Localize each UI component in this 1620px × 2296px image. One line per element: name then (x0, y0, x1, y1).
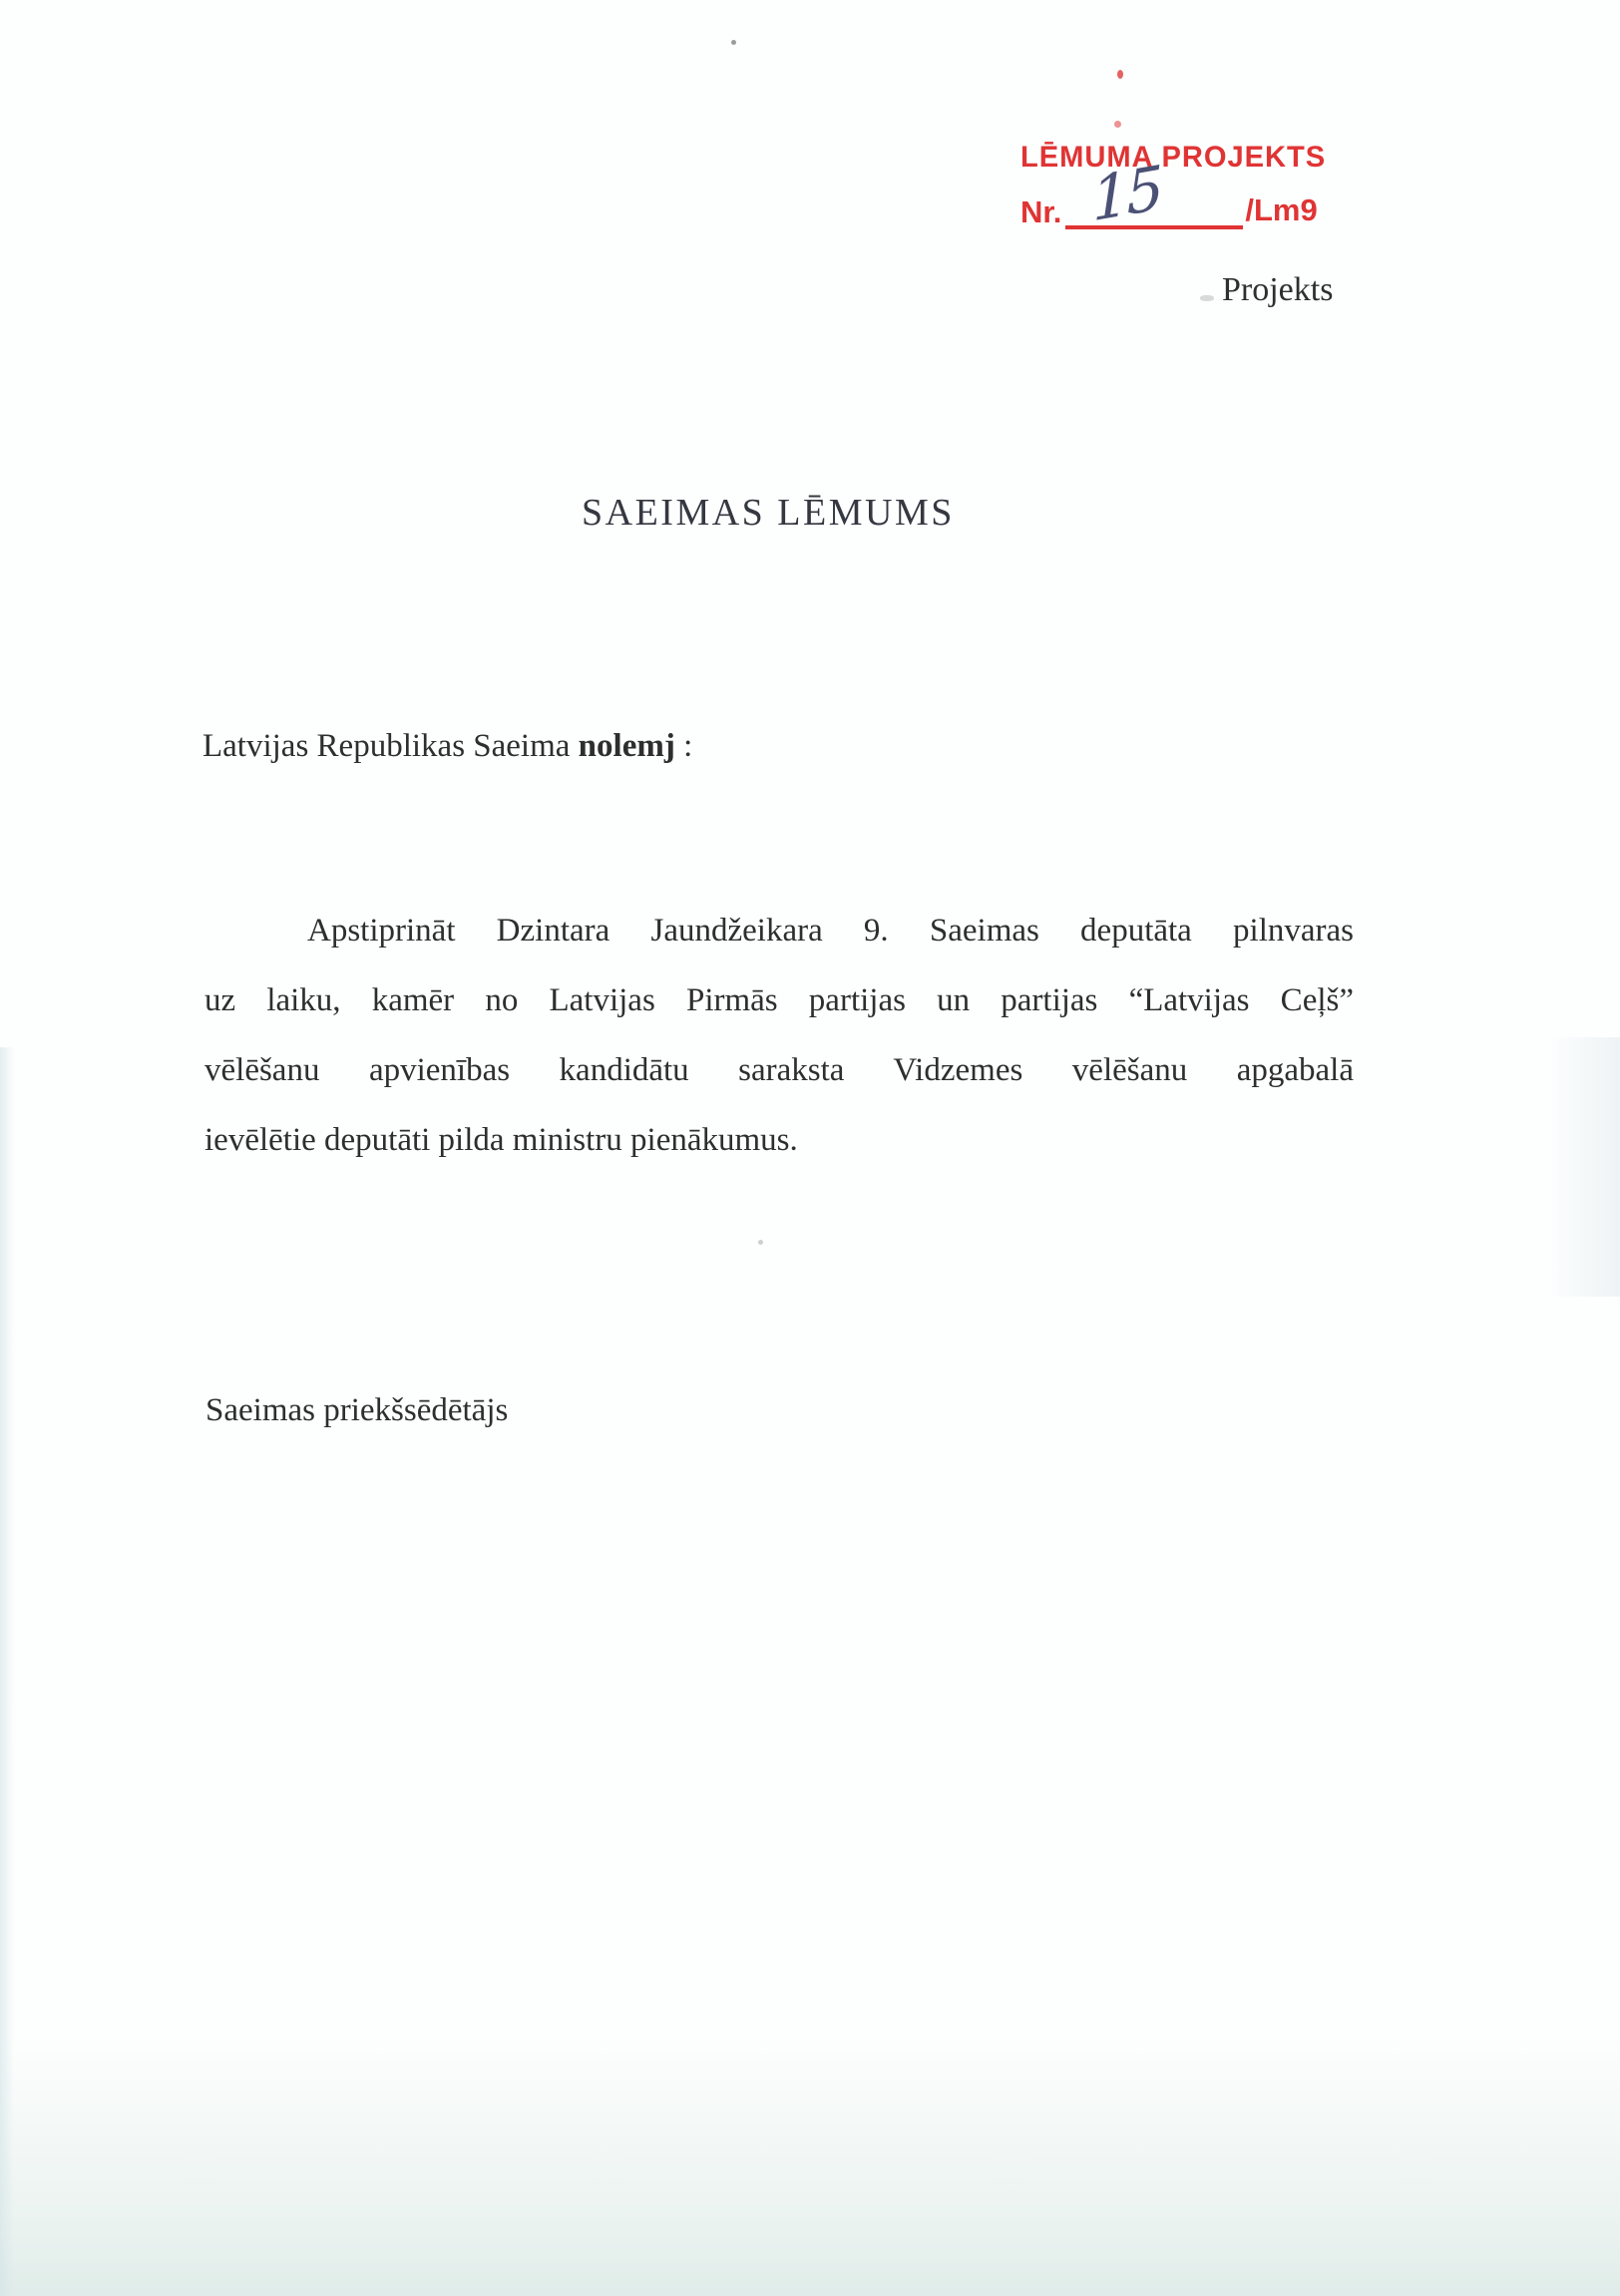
scan-tint-right (1550, 1037, 1620, 1297)
stamp-title: LĒMUMA PROJEKTS (1020, 141, 1327, 174)
stamp-number-underline (1065, 153, 1243, 236)
scan-speck (758, 1240, 763, 1245)
paragraph-line: Apstiprināt Dzintara Jaundžeikara 9. Saeimas deputāta pilnvaras (307, 913, 1354, 949)
scan-speck (731, 40, 736, 45)
intro-colon: : (674, 728, 693, 764)
scan-speck (1114, 121, 1121, 128)
intro-bold-word: nolemj (578, 728, 675, 764)
scan-speck (1200, 295, 1214, 301)
decision-draft-stamp (1020, 141, 1336, 236)
document-title: SAEIMAS LĒMUMS (582, 492, 955, 534)
signature-title-line: Saeimas priekšsēdētājs (205, 1392, 509, 1428)
paragraph-line: vēlēšanu apvienības kandidātu saraksta Vidzemes vēlēšanu apgabalā (204, 1052, 1354, 1088)
stamp-suffix: /Lm9 (1245, 192, 1318, 227)
scan-tint-bottom (0, 2037, 1620, 2296)
paragraph-line: ievēlētie deputāti pilda ministru pienākumus. (204, 1122, 798, 1158)
paragraph-line: uz laiku, kamēr no Latvijas Pirmās partijas un partijas “Latvijas Ceļš” (204, 982, 1354, 1018)
stamp-handwritten-number: 15 (1090, 153, 1163, 236)
intro-text: Latvijas Republikas Saeima (202, 728, 579, 764)
scan-tint-left (0, 1047, 14, 2296)
decision-paragraph (204, 896, 1354, 1175)
projekts-label: Projekts (1222, 271, 1334, 308)
intro-line (202, 728, 692, 765)
stamp-nr-label: Nr. (1020, 194, 1062, 229)
scan-speck (1117, 70, 1123, 79)
